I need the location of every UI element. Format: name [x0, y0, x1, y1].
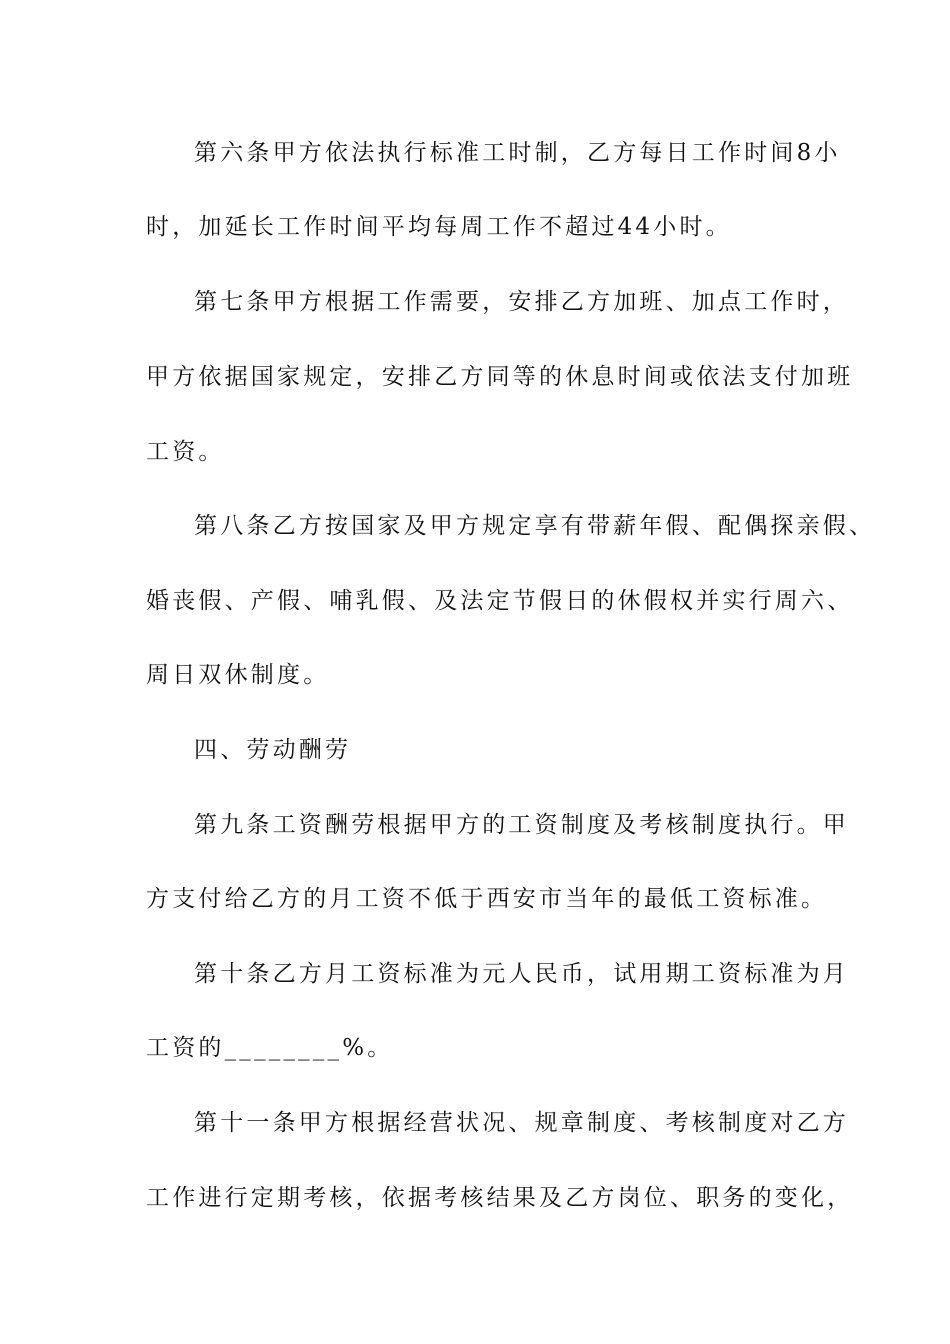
article-8-line-1: 第八条乙方按国家及甲方规定享有带薪年假、配偶探亲假、: [194, 513, 876, 539]
article-7-line-3: 工资。: [146, 439, 225, 465]
article-7-line-1: 第七条甲方根据工作需要，安排乙方加班、加点工作时，: [194, 289, 849, 315]
article-9-line-1: 第九条工资酬劳根据甲方的工资制度及考核制度执行。甲: [194, 812, 849, 838]
article-10-line-1: 第十条乙方月工资标准为元人民币，试用期工资标准为月: [194, 961, 849, 987]
article-11-line-1: 第十一条甲方根据经营状况、规章制度、考核制度对乙方: [194, 1110, 849, 1136]
article-11-line-2: 工作进行定期考核，依据考核结果及乙方岗位、职务的变化，: [146, 1185, 854, 1211]
article-8-line-2: 婚丧假、产假、哺乳假、及法定节假日的休假权并实行周六、: [146, 588, 854, 614]
article-9-line-2: 方支付给乙方的月工资不低于西安市当年的最低工资标准。: [146, 886, 828, 912]
article-10-line-2: 工资的________%。: [146, 1035, 394, 1061]
section-heading-4: 四、劳动酬劳: [194, 737, 352, 763]
article-6-line-2: 时，加延长工作时间平均每周工作不超过44小时。: [146, 214, 732, 240]
article-6-line-1: 第六条甲方依法执行标准工时制，乙方每日工作时间8小: [194, 140, 841, 166]
article-7-line-2: 甲方依据国家规定，安排乙方同等的休息时间或依法支付加班: [146, 364, 854, 390]
article-8-line-3: 周日双休制度。: [146, 662, 330, 688]
